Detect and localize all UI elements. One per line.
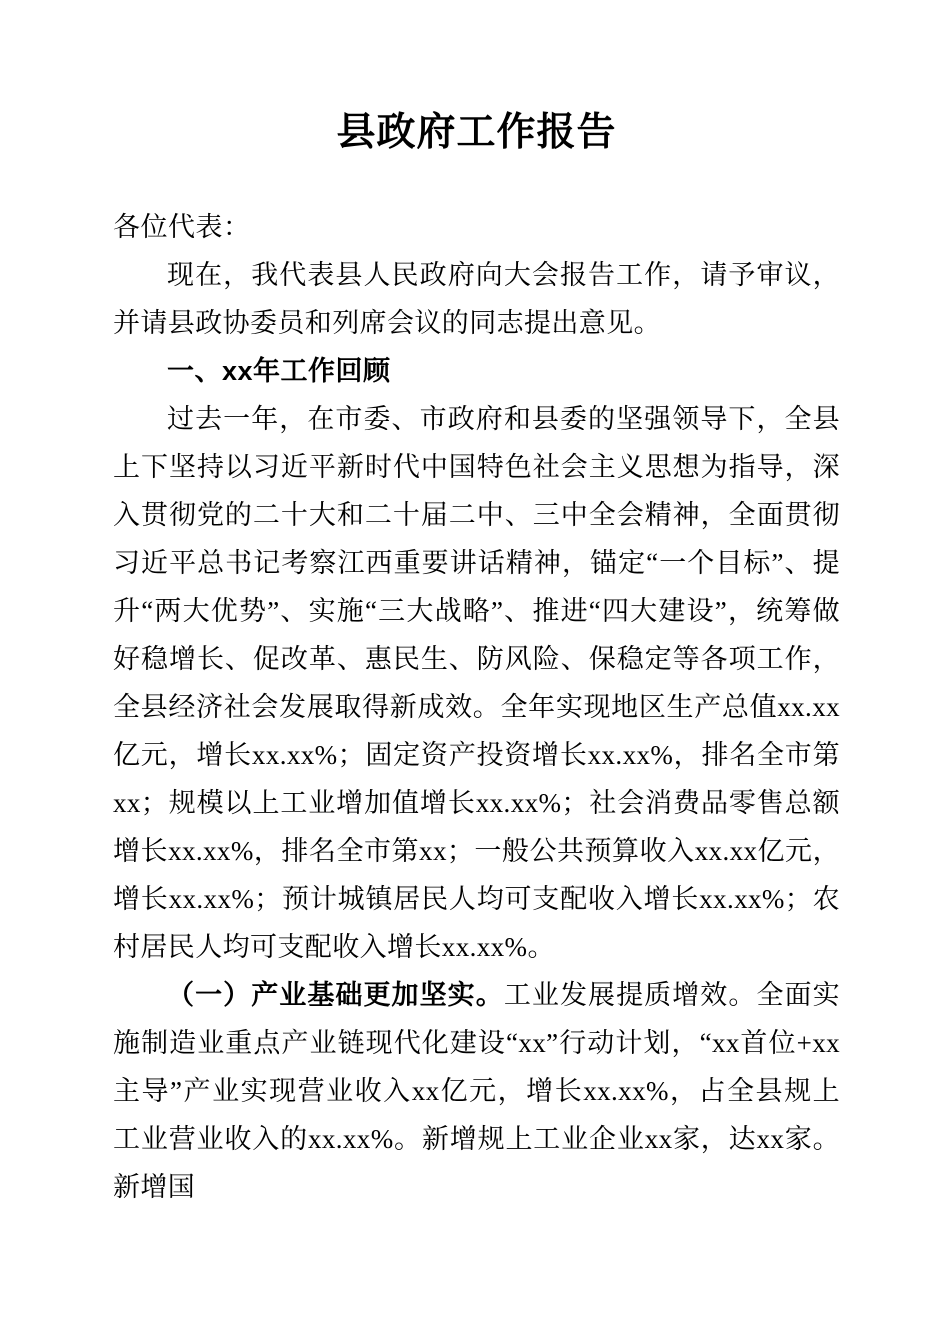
section-heading-year-review: 一、xx年工作回顾 <box>167 355 391 386</box>
document-content <box>113 0 840 1211</box>
page-title: 县政府工作报告 <box>336 111 617 154</box>
salutation: 各位代表： <box>113 211 251 242</box>
opening-paragraph: 现在，我代表县人民政府向大会报告工作，请予审议，并请县政协委员和列席会议的同志提出意见。 <box>113 259 840 338</box>
item-one-lead-label: （一）产业基础更加坚实。 <box>167 979 504 1010</box>
item-one-body-text: 工业发展提质增效。全面实施制造业重点产业链现代化建设“xx”行动计划，“xx首位+xx主导”产业实现营业收入xx亿元，增长xx.xx%，占全县规上工业营业收入的xx.xx%。新增规上工业企业xx家，达xx家。新增国 <box>113 979 840 1202</box>
item-one-paragraph <box>113 971 840 1211</box>
year-review-paragraph: 过去一年，在市委、市政府和县委的坚强领导下，全县上下坚持以习近平新时代中国特色社会主义思想为指导，深入贯彻党的二十大和二十届二中、三中全会精神，全面贯彻习近平总书记考察江西重要讲话精神，锚定“一个目标”、提升“两大优势”、实施“三大战略”、推进“四大建设”，统筹做好稳增长、促改革、惠民生、防风险、保稳定等各项工作，全县经济社会发展取得新成效。全年实现地区生产总值xx.xx亿元，增长xx.xx%；固定资产投资增长xx.xx%，排名全市第xx；规模以上工业增加值增长xx.xx%；社会消费品零售总额增长xx.xx%，排名全市第xx；一般公共预算收入xx.xx亿元，增长xx.xx%；预计城镇居民人均可支配收入增长xx.xx%；农村居民人均可支配收入增长xx.xx%。 <box>113 403 840 962</box>
